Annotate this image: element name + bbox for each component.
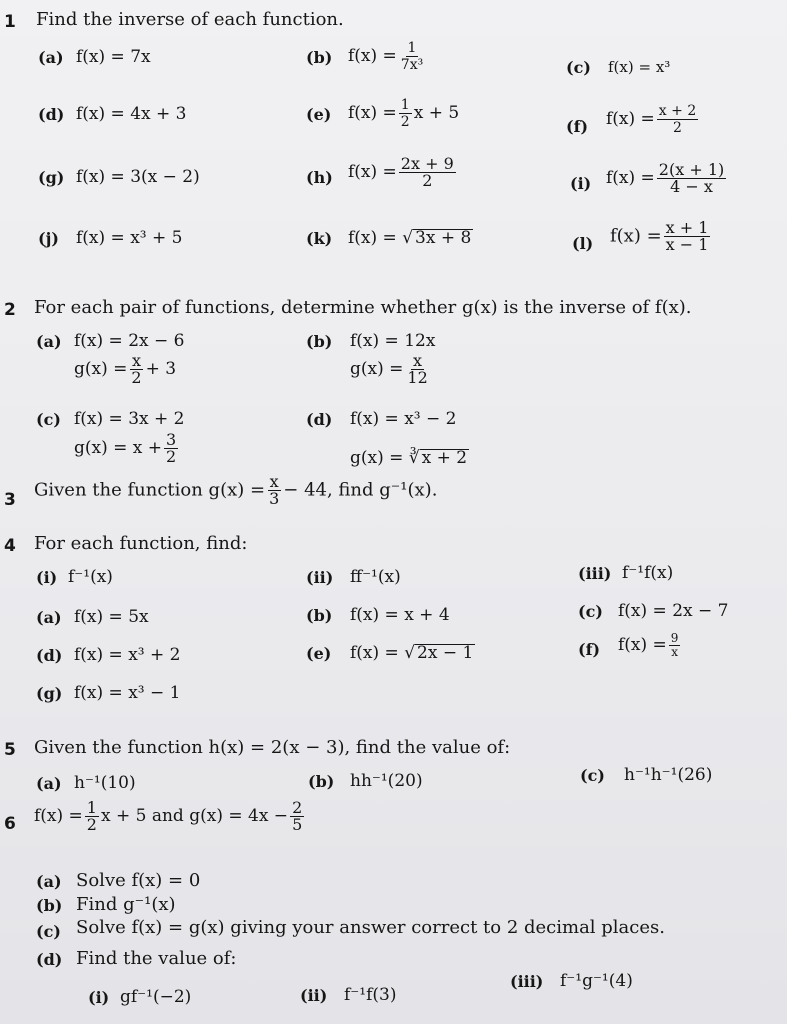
q1k-label: (k) xyxy=(306,229,333,248)
q1k-expr: f(x) = √ 3x + 8 xyxy=(348,228,472,248)
q5b-expr: hh⁻¹(20) xyxy=(350,771,423,791)
q1a-label: (a) xyxy=(38,48,64,67)
q4c-label: (c) xyxy=(578,602,603,621)
q4c-expr: f(x) = 2x − 7 xyxy=(618,601,729,621)
q4-part-ii: ff⁻¹(x) xyxy=(350,567,401,587)
q4g-label: (g) xyxy=(36,684,63,703)
q6-number: 6 xyxy=(4,814,16,834)
q6-stem: f(x) = $\frac{1}{2}$ x + 5 and g(x) = 4x − $\frac{2}{5}$ xyxy=(34,798,303,834)
q2d-label: (d) xyxy=(306,410,333,429)
q1e-label: (e) xyxy=(306,105,332,124)
q1-number: 1 xyxy=(4,12,16,32)
q3-text: Given the function g(x) = $\frac{x}{3}$ − 44, find g⁻¹(x). xyxy=(34,472,438,508)
q5c-expr: h⁻¹h⁻¹(26) xyxy=(624,765,713,785)
q2d-g: g(x) = ∛ x + 2 xyxy=(350,448,468,468)
q4d-label: (d) xyxy=(36,646,63,665)
q1j-expr: f(x) = x³ + 5 xyxy=(76,228,183,248)
q5b-label: (b) xyxy=(308,772,335,791)
q4d-expr: f(x) = x³ + 2 xyxy=(74,645,181,665)
q1i-label: (i) xyxy=(570,174,592,193)
q4-part-i: f⁻¹(x) xyxy=(68,567,113,587)
q6b-text: Find g⁻¹(x) xyxy=(76,894,176,915)
q4-part-ii-label: (ii) xyxy=(306,568,334,587)
q4e-label: (e) xyxy=(306,644,332,663)
q1b-label: (b) xyxy=(306,48,333,67)
q1f-label: (f) xyxy=(566,117,589,136)
q6d-ii-expr: f⁻¹f(3) xyxy=(344,985,397,1005)
q1i-expr: f(x) = $\frac{2(x + 1)}{4 - x}$ xyxy=(606,160,725,196)
q2a-f: f(x) = 2x − 6 xyxy=(74,331,185,351)
q1l-label: (l) xyxy=(572,234,594,253)
q2a-label: (a) xyxy=(36,332,62,351)
q2a-g: g(x) = $\frac{x}{2}$ + 3 xyxy=(74,351,177,387)
q2-number: 2 xyxy=(4,300,16,320)
q1l-expr: f(x) = $\frac{x + 1}{x - 1}$ xyxy=(610,218,709,254)
q1j-label: (j) xyxy=(38,229,59,248)
q6d-ii-label: (ii) xyxy=(300,986,328,1005)
q1d-expr: f(x) = 4x + 3 xyxy=(76,104,187,124)
q1g-label: (g) xyxy=(38,168,65,187)
q1d-label: (d) xyxy=(38,105,65,124)
q6a-label: (a) xyxy=(36,872,62,891)
q1e-expr: f(x) = $\frac{1}{2}$ x + 5 xyxy=(348,97,460,130)
q1c-label: (c) xyxy=(566,58,591,77)
q2c-label: (c) xyxy=(36,410,61,429)
q4g-expr: f(x) = x³ − 1 xyxy=(74,683,181,703)
q4a-expr: f(x) = 5x xyxy=(74,607,149,627)
q6d-i-label: (i) xyxy=(88,988,110,1007)
q6d-iii-expr: f⁻¹g⁻¹(4) xyxy=(560,971,633,991)
q2b-g: g(x) = $\frac{x}{12}$ xyxy=(350,351,428,387)
q4-part-iii: f⁻¹f(x) xyxy=(622,563,674,583)
q6a-text: Solve f(x) = 0 xyxy=(76,870,201,891)
q1h-expr: f(x) = $\frac{2x + 9}{2}$ xyxy=(348,154,454,190)
q4e-expr: f(x) = √ 2x − 1 xyxy=(350,643,474,663)
q1h-label: (h) xyxy=(306,168,333,187)
q1-prompt: Find the inverse of each function. xyxy=(36,9,344,30)
q1g-expr: f(x) = 3(x − 2) xyxy=(76,167,200,187)
q2c-g: g(x) = x + $\frac{3}{2}$ xyxy=(74,430,177,466)
q4-prompt: For each function, find: xyxy=(34,533,248,554)
q1f-expr: f(x) = $\frac{x + 2}{2}$ xyxy=(606,103,697,136)
q4-number: 4 xyxy=(4,536,16,556)
q5c-label: (c) xyxy=(580,766,605,785)
q3-number: 3 xyxy=(4,490,16,510)
q5a-label: (a) xyxy=(36,774,62,793)
q5-number: 5 xyxy=(4,740,16,760)
q6d-iii-label: (iii) xyxy=(510,972,544,991)
q6c-text: Solve f(x) = g(x) giving your answer correct to 2 decimal places. xyxy=(76,917,665,938)
q2b-label: (b) xyxy=(306,332,333,351)
q4f-expr: f(x) = $\frac{9}{x}$ xyxy=(618,631,679,659)
q1c-expr: f(x) = x³ xyxy=(608,58,671,76)
q5-prompt: Given the function h(x) = 2(x − 3), find the value of: xyxy=(34,737,511,758)
q6b-label: (b) xyxy=(36,896,63,915)
q4-part-i-label: (i) xyxy=(36,568,58,587)
q6d-label: (d) xyxy=(36,950,63,969)
q4b-label: (b) xyxy=(306,606,333,625)
q2c-f: f(x) = 3x + 2 xyxy=(74,409,185,429)
q4f-label: (f) xyxy=(578,640,601,659)
q6d-i-expr: gf⁻¹(−2) xyxy=(120,987,192,1007)
q4b-expr: f(x) = x + 4 xyxy=(350,605,450,625)
q6c-label: (c) xyxy=(36,922,61,941)
q6d-text: Find the value of: xyxy=(76,948,237,969)
q2-prompt: For each pair of functions, determine whether g(x) is the inverse of f(x). xyxy=(34,297,692,318)
q4-part-iii-label: (iii) xyxy=(578,564,612,583)
q5a-expr: h⁻¹(10) xyxy=(74,773,136,793)
q2d-f: f(x) = x³ − 2 xyxy=(350,409,457,429)
q2b-f: f(x) = 12x xyxy=(350,331,436,351)
q1a-expr: f(x) = 7x xyxy=(76,47,151,67)
q1b-expr: f(x) = $\frac{1}{\text{7x³}}$ xyxy=(348,40,424,73)
q4a-label: (a) xyxy=(36,608,62,627)
